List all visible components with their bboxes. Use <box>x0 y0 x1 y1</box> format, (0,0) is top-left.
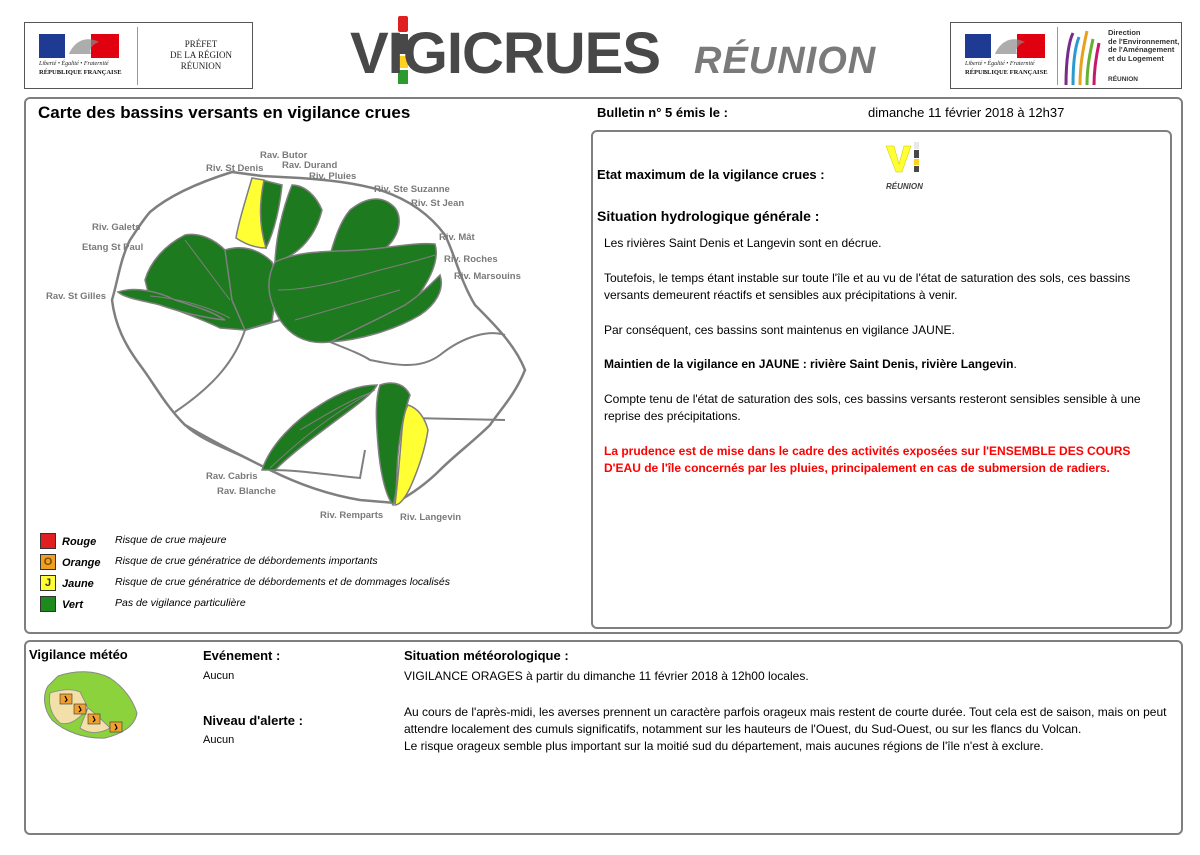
prudence-warning: La prudence est de mise dans le cadre des activités exposées sur l'ENSEMBLE DES COURS D'EAU de l'île concernés par les pluies, principalement en cas de submersion de radiers. <box>604 444 1131 475</box>
meteo-title: Vigilance météo <box>29 647 128 662</box>
legend-swatch-jaune: J <box>40 575 56 591</box>
event-value: Aucun <box>203 670 235 682</box>
hydro-paragraph-2: Toutefois, le temps étant instable sur toute l'île et au vu de l'état de saturation des sols, ces bassins versants demeurent réactifs et sensibles aux précipitations à venir. <box>604 271 1131 302</box>
label-riv-ste-suzanne: Riv. Ste Suzanne <box>374 184 450 195</box>
dreal-logo <box>950 22 1182 89</box>
legend-desc: Risque de crue génératrice de débordements et de dommages localisés <box>115 576 451 588</box>
prefet-line-3: RÉUNION <box>180 61 222 71</box>
logo-divider <box>1057 27 1058 85</box>
dreal-text <box>1108 29 1179 63</box>
legend-desc: Pas de vigilance particulière <box>115 597 246 609</box>
dreal-line-4: et du Logement <box>1108 53 1164 63</box>
level-value: Aucun <box>203 734 235 746</box>
devise-text: Liberté • Égalité • Fraternité <box>39 61 109 67</box>
bulletin-date: dimanche 11 février 2018 à 12h37 <box>868 105 1065 120</box>
legend-desc: Risque de crue majeure <box>115 534 227 546</box>
label-riv-pluies: Riv. Pluies <box>309 171 357 182</box>
legend-name: Rouge <box>62 536 97 548</box>
label-rav-butor: Rav. Butor <box>260 150 308 161</box>
situation-hydro-title: Situation hydrologique générale : <box>597 208 820 224</box>
badge-region: RÉUNION <box>886 182 923 191</box>
maintien-bold: Maintien de la vigilance en JAUNE : rivière Saint Denis, rivière Langevin <box>604 357 1014 371</box>
label-riv-marsouins: Riv. Marsouins <box>454 271 521 282</box>
hydro-paragraph-1: Les rivières Saint Denis et Langevin sont en décrue. <box>604 236 882 250</box>
label-riv-st-jean: Riv. St Jean <box>411 198 465 209</box>
label-riv-mat: Riv. Mât <box>439 232 475 243</box>
etat-label: Etat maximum de la vigilance crues : <box>597 167 825 182</box>
legend-name: Orange <box>62 557 101 569</box>
vigilance-badge-icon <box>884 140 930 182</box>
maintien-period: . <box>1013 357 1017 371</box>
devise-text: Liberté • Égalité • Fraternité <box>965 61 1035 67</box>
bulletin-label: Bulletin n° 5 émis le : <box>597 105 728 120</box>
dreal-line-3: de l'Aménagement <box>1108 45 1175 54</box>
hydro-paragraph-3: Par conséquent, ces bassins sont maintenus en vigilance JAUNE. <box>604 323 955 337</box>
marianne-logo-icon <box>965 34 1045 58</box>
label-rav-durand: Rav. Durand <box>282 160 338 171</box>
prefet-line-1: PRÉFET <box>184 39 218 49</box>
situation-meteo-par: Au cours de l'après-midi, les averses prennent un caractère parfois orageux mais restent de courte durée. Tout cela est de saison, mais on peut attendre localement des cumuls significatifs, notamment sur les hauteurs de l'Ouest, du Sud-Ouest, ou sur les flancs du Volcan. <box>404 705 1167 736</box>
prefet-title <box>151 39 251 72</box>
label-rav-blanche: Rav. Blanche <box>217 486 276 497</box>
dreal-line-1: Direction <box>1108 28 1141 37</box>
marianne-logo-icon <box>39 34 119 58</box>
legend-swatch-vert: V <box>40 596 56 612</box>
republique-text: RÉPUBLIQUE FRANÇAISE <box>965 69 1048 76</box>
label-riv-langevin: Riv. Langevin <box>400 512 462 523</box>
situation-meteo-label: Situation météorologique : <box>404 648 569 663</box>
situation-meteo-line1: VIGILANCE ORAGES à partir du dimanche 11 février 2018 à 12h00 locales. <box>404 669 809 683</box>
bulletin-box <box>591 130 1172 629</box>
label-etang-st-paul: Etang St Paul <box>82 242 144 253</box>
republique-text: RÉPUBLIQUE FRANÇAISE <box>39 69 122 76</box>
label-riv-galets: Riv. Galets <box>92 222 141 233</box>
label-rav-cabris: Rav. Cabris <box>206 471 258 482</box>
legend-name: Jaune <box>62 578 94 590</box>
region-title: RÉUNION <box>694 40 877 82</box>
situation-meteo-par2: Le risque orageux semble plus important sur la moitié sud du département, mais aucunes régions de l'île n'est à exclure. <box>404 739 1044 753</box>
level-label: Niveau d'alerte : <box>203 713 303 728</box>
legend-swatch-orange <box>40 554 56 570</box>
label-riv-st-denis: Riv. St Denis <box>206 163 264 174</box>
meteo-vigilance-map-icon <box>40 668 140 740</box>
prefet-logo <box>24 22 253 89</box>
prefet-line-2: DE LA RÉGION <box>170 50 232 60</box>
dreal-region: RÉUNION <box>1108 76 1138 83</box>
legend-desc: Risque de crue génératrice de débordements importants <box>115 555 378 567</box>
hydro-paragraph-5: Compte tenu de l'état de saturation des sols, ces bassins versants resteront sensibles sensible à une reprise des précipitations. <box>604 392 1141 423</box>
legend-swatch-rouge: R <box>40 533 56 549</box>
dreal-line-2: de l'Environnement, <box>1108 36 1180 46</box>
vigicrues-title: VIGICRUES <box>350 21 661 86</box>
label-rav-st-gilles: Rav. St Gilles <box>46 291 107 302</box>
map-title: Carte des bassins versants en vigilance crues <box>38 103 411 122</box>
dreal-stripes-icon <box>1063 29 1103 85</box>
legend-code: O <box>43 556 53 568</box>
logo-divider <box>137 27 138 85</box>
label-riv-remparts: Riv. Remparts <box>320 510 384 521</box>
reunion-basins-map <box>40 140 540 530</box>
label-riv-roches: Riv. Roches <box>444 254 498 265</box>
hydro-paragraph-4 <box>604 356 1164 373</box>
event-label: Evénement : <box>203 648 281 663</box>
legend-name: Vert <box>62 599 83 611</box>
